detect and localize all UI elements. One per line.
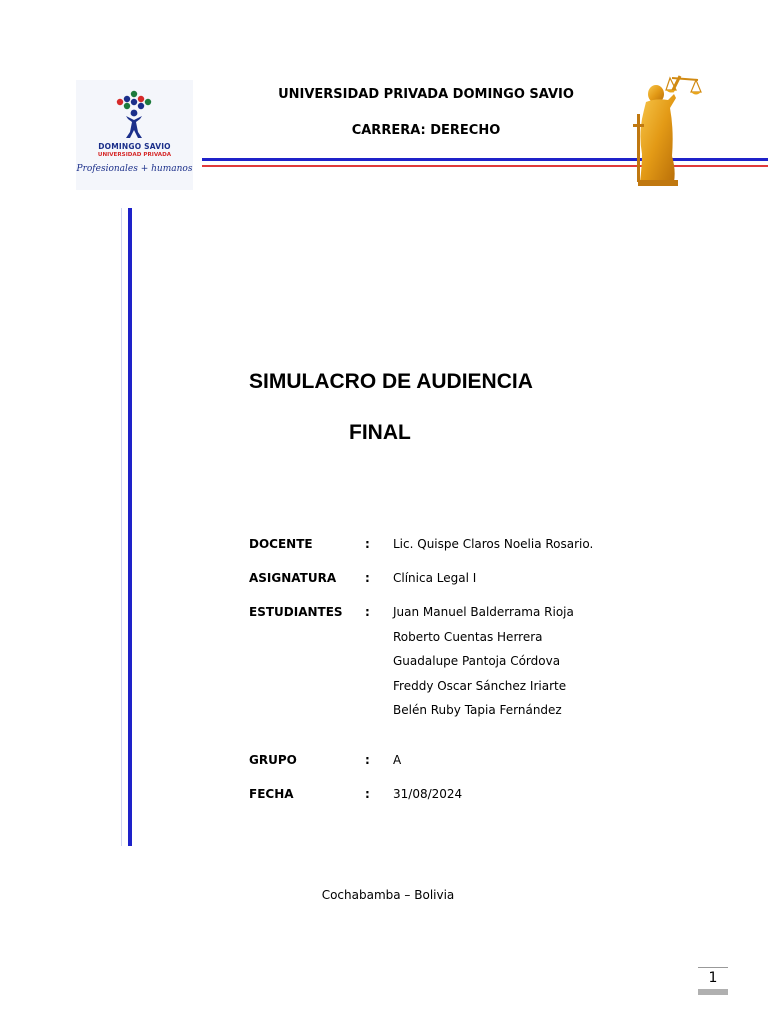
fecha-value: 31/08/2024 [393,787,463,801]
fecha-label: FECHA [249,787,294,801]
docente-separator: : [365,537,370,551]
logo-subtitle: UNIVERSIDAD PRIVADA [97,152,172,158]
estudiantes-label: ESTUDIANTES [249,605,343,619]
page-number: 1 [708,970,718,986]
grupo-separator: : [365,753,370,767]
fecha-separator: : [365,787,370,801]
logo-tagline: Profesionales + humanos [76,164,193,174]
page-number-bar [698,989,728,995]
docente-value: Lic. Quispe Claros Noelia Rosario. [393,537,594,551]
document-title-line2: FINAL [349,421,411,444]
docente-label: DOCENTE [249,537,313,551]
asignatura-value: Clínica Legal I [393,571,477,585]
student-name: Guadalupe Pantoja Córdova [393,654,561,668]
document-title: SIMULACRO DE AUDIENCIA [249,370,533,393]
page-number-rule [698,967,728,968]
student-name: Belén Ruby Tapia Fernández [393,703,562,717]
logo-name: DOMINGO SAVIO [98,142,171,151]
margin-line-thick [128,208,132,846]
university-name: UNIVERSIDAD PRIVADA DOMINGO SAVIO [278,87,574,102]
estudiantes-separator: : [365,605,370,619]
grupo-value: A [393,753,402,767]
footer-location: Cochabamba – Bolivia [321,888,455,902]
asignatura-label: ASIGNATURA [249,571,337,585]
student-name: Freddy Oscar Sánchez Iriarte [393,679,567,693]
student-name: Juan Manuel Balderrama Rioja [393,605,574,619]
career-name: CARRERA: DERECHO [351,123,501,138]
lady-justice-icon [628,70,704,188]
margin-line-thin [121,208,122,846]
asignatura-separator: : [365,571,370,585]
student-name: Roberto Cuentas Herrera [393,630,543,644]
grupo-label: GRUPO [249,753,297,767]
